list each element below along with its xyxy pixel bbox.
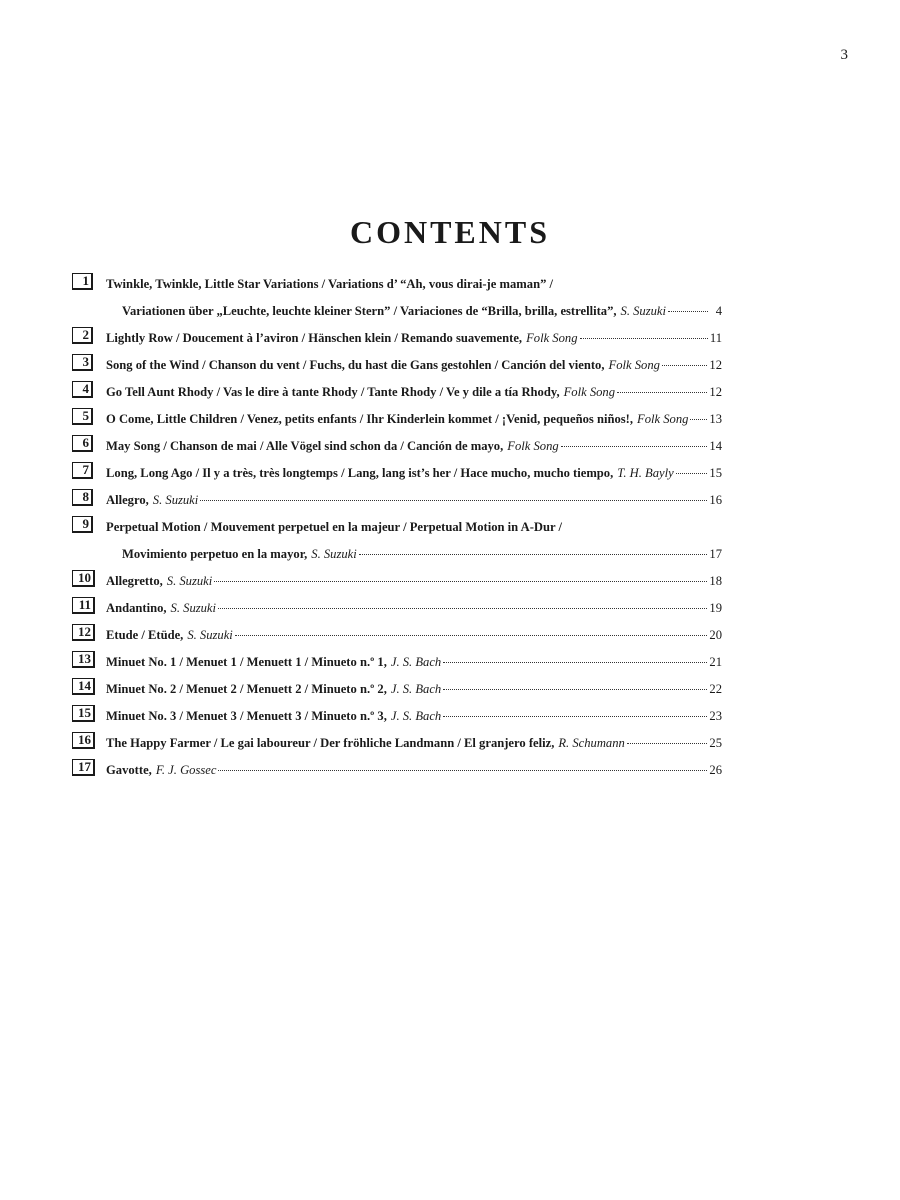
dot-leader xyxy=(627,743,708,744)
dot-leader xyxy=(218,770,707,771)
entry-number-box: 10 xyxy=(72,570,95,587)
toc-entry[interactable] xyxy=(72,596,722,623)
entry-line xyxy=(72,758,722,785)
entry-title: Long, Long Ago / Il y a très, très longtemps / Lang, lang ist’s her / Hace mucho, mucho tiempo, xyxy=(106,466,614,480)
toc-entry[interactable] xyxy=(72,731,722,758)
entry-line xyxy=(72,731,722,758)
entry-composer: J. S. Bach xyxy=(390,709,442,723)
entry-composer: S. Suzuki xyxy=(187,628,233,642)
entry-line xyxy=(72,596,722,623)
entry-title: Allegro, xyxy=(106,493,149,507)
entry-page-number: 23 xyxy=(709,709,722,723)
entry-title: O Come, Little Children / Venez, petits enfants / Ihr Kinderlein kommet / ¡Venid, pequeños niños!, xyxy=(106,412,633,426)
entry-number-box: 14 xyxy=(72,678,95,695)
entry-title: Gavotte, xyxy=(106,763,152,777)
entry-number-box: 7 xyxy=(72,462,93,479)
entry-page-number: 19 xyxy=(709,601,722,615)
entry-number-box: 11 xyxy=(72,597,95,614)
entry-title: Andantino, xyxy=(106,601,167,615)
dot-leader xyxy=(580,338,708,339)
entry-line xyxy=(72,650,722,677)
entry-composer: R. Schumann xyxy=(558,736,625,750)
entry-page-number: 17 xyxy=(709,547,722,561)
toc-entry[interactable] xyxy=(72,623,722,650)
toc-entry[interactable] xyxy=(72,677,722,704)
entry-page-number: 4 xyxy=(715,304,722,318)
table-of-contents xyxy=(72,272,722,785)
entry-line xyxy=(72,677,722,704)
entry-title: Song of the Wind / Chanson du vent / Fuchs, du hast die Gans gestohlen / Canción del viento, xyxy=(106,358,605,372)
toc-entry[interactable] xyxy=(72,353,722,380)
entry-title: Twinkle, Twinkle, Little Star Variations / Variations d’ “Ah, vous dirai-je maman” / xyxy=(106,277,554,291)
toc-entry[interactable] xyxy=(72,380,722,407)
toc-entry[interactable] xyxy=(72,272,722,326)
toc-entry[interactable] xyxy=(72,407,722,434)
entry-composer: Folk Song xyxy=(526,331,578,345)
entry-line xyxy=(72,407,722,434)
entry-line xyxy=(72,488,722,515)
entry-composer: S. Suzuki xyxy=(166,574,213,588)
entry-page-number: 20 xyxy=(709,628,722,642)
entry-line xyxy=(72,623,722,650)
entry-title: May Song / Chanson de mai / Alle Vögel sind schon da / Canción de mayo, xyxy=(106,439,504,453)
toc-entry[interactable] xyxy=(72,461,722,488)
entry-title: Variationen über „Leuchte, leuchte kleiner Stern” / Variaciones de “Brilla, brilla, estrellita”, xyxy=(122,304,617,318)
entry-number-box: 17 xyxy=(72,759,95,776)
entry-title: Allegretto, xyxy=(106,574,163,588)
page-number: 3 xyxy=(840,47,848,63)
entry-page-number: 21 xyxy=(709,655,722,669)
entry-title: Lightly Row / Doucement à l’aviron / Hänschen klein / Remando suavemente, xyxy=(106,331,523,345)
entry-number-box: 5 xyxy=(72,408,93,425)
dot-leader xyxy=(617,392,707,393)
toc-entry[interactable] xyxy=(72,434,722,461)
entry-number-box: 13 xyxy=(72,651,95,668)
entry-page-number: 15 xyxy=(709,466,722,480)
entry-title: Movimiento perpetuo en la mayor, xyxy=(122,547,308,561)
dot-leader xyxy=(359,554,708,555)
entry-page-number: 18 xyxy=(709,574,722,588)
entry-number-box: 12 xyxy=(72,624,95,641)
entry-composer: S. Suzuki xyxy=(311,547,357,561)
entry-page-number: 12 xyxy=(709,385,722,399)
entry-line xyxy=(72,380,722,407)
entry-page-number: 25 xyxy=(709,736,722,750)
dot-leader xyxy=(443,689,707,690)
entry-composer: T. H. Bayly xyxy=(617,466,674,480)
entry-number-box: 1 xyxy=(72,273,93,290)
entry-number-box: 2 xyxy=(72,327,93,344)
entry-page-number: 11 xyxy=(709,331,722,345)
entry-line xyxy=(72,434,722,461)
entry-number-box: 3 xyxy=(72,354,93,371)
entry-composer: Folk Song xyxy=(507,439,559,453)
entry-page-number: 14 xyxy=(709,439,722,453)
entry-title: Minuet No. 2 / Menuet 2 / Menuett 2 / Minueto n.º 2, xyxy=(106,682,387,696)
entry-line xyxy=(72,326,722,353)
entry-composer: S. Suzuki xyxy=(152,493,199,507)
dot-leader xyxy=(561,446,708,447)
entry-composer: F. J. Gossec xyxy=(155,763,217,777)
entry-page-number: 12 xyxy=(709,358,722,372)
dot-leader xyxy=(443,662,707,663)
page-title: CONTENTS xyxy=(349,214,551,250)
toc-entry[interactable] xyxy=(72,515,722,569)
dot-leader xyxy=(235,635,708,636)
toc-entry[interactable] xyxy=(72,704,722,731)
dot-leader xyxy=(676,473,708,474)
entry-number-box: 9 xyxy=(72,516,93,533)
entry-line xyxy=(72,704,722,731)
toc-entry[interactable] xyxy=(72,488,722,515)
entry-line xyxy=(72,272,722,299)
entry-title: The Happy Farmer / Le gai laboureur / Der fröhliche Landmann / El granjero feliz, xyxy=(106,736,555,750)
entry-line xyxy=(72,569,722,596)
entry-page-number: 22 xyxy=(709,682,722,696)
entry-title: Minuet No. 1 / Menuet 1 / Menuett 1 / Minueto n.º 1, xyxy=(106,655,387,669)
toc-entry[interactable] xyxy=(72,758,722,785)
entry-line xyxy=(72,353,722,380)
entry-page-number: 16 xyxy=(709,493,722,507)
entry-number-box: 6 xyxy=(72,435,93,452)
entry-number-box: 16 xyxy=(72,732,95,749)
entry-number-box: 15 xyxy=(72,705,95,722)
entry-composer: Folk Song xyxy=(608,358,660,372)
dot-leader xyxy=(690,419,707,420)
entry-composer: S. Suzuki xyxy=(620,304,666,318)
entry-page-number: 26 xyxy=(709,763,722,777)
entry-line xyxy=(72,515,722,542)
entry-title: Go Tell Aunt Rhody / Vas le dire à tante Rhody / Tante Rhody / Ve y dile a tía Rhody, xyxy=(106,385,560,399)
dot-leader xyxy=(662,365,707,366)
entry-page-number: 13 xyxy=(709,412,722,426)
dot-leader xyxy=(200,500,707,501)
entry-line xyxy=(72,299,722,326)
toc-entry[interactable] xyxy=(72,650,722,677)
entry-composer: Folk Song xyxy=(637,412,689,426)
toc-entry[interactable] xyxy=(72,569,722,596)
entry-composer: J. S. Bach xyxy=(390,655,442,669)
entry-number-box: 4 xyxy=(72,381,93,398)
dot-leader xyxy=(443,716,707,717)
dot-leader xyxy=(218,608,707,609)
entry-title: Etude / Etüde, xyxy=(106,628,184,642)
entry-title: Minuet No. 3 / Menuet 3 / Menuett 3 / Minueto n.º 3, xyxy=(106,709,387,723)
entry-number-box: 8 xyxy=(72,489,93,506)
dot-leader xyxy=(214,581,707,582)
entry-composer: Folk Song xyxy=(563,385,616,399)
entry-composer: S. Suzuki xyxy=(170,601,217,615)
toc-entry[interactable] xyxy=(72,326,722,353)
entry-line xyxy=(72,542,722,569)
entry-composer: J. S. Bach xyxy=(390,682,442,696)
dot-leader xyxy=(668,311,708,312)
entry-title: Perpetual Motion / Mouvement perpetuel en la majeur / Perpetual Motion in A-Dur / xyxy=(106,520,563,534)
entry-line xyxy=(72,461,722,488)
